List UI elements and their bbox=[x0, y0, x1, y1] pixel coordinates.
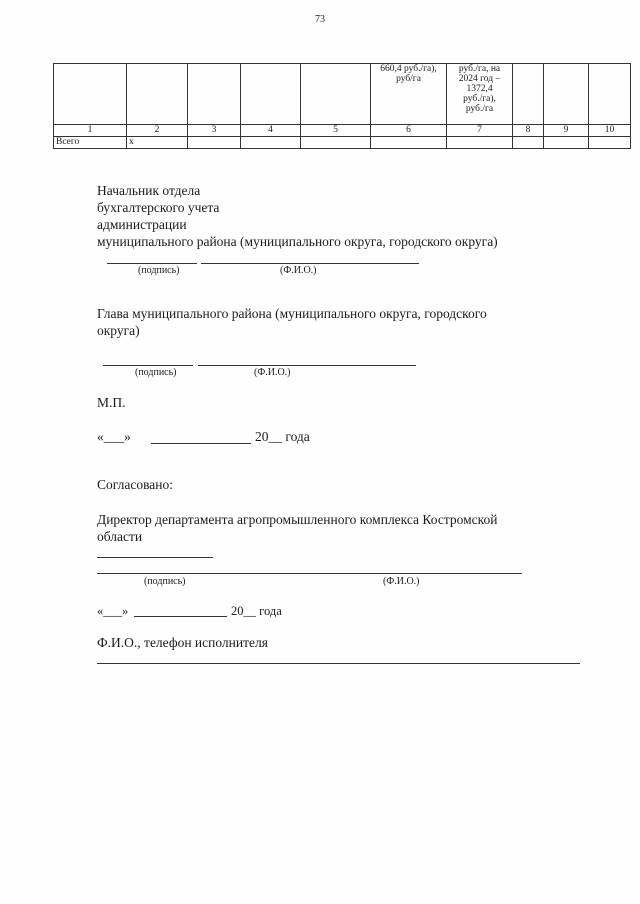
table-cell: руб./га, на 2024 год – 1372,4 руб./га), руб./га bbox=[447, 64, 513, 125]
signature-line bbox=[97, 557, 213, 558]
executor-label: Ф.И.О., телефон исполнителя bbox=[97, 635, 268, 650]
signature-line bbox=[107, 263, 197, 264]
name-caption: (Ф.И.О.) bbox=[254, 367, 291, 378]
date-year: 20__ года bbox=[255, 429, 310, 444]
table-cell: х bbox=[127, 137, 188, 149]
title-line: Глава муниципального района (муниципального округа, городского bbox=[97, 306, 487, 321]
name-line bbox=[198, 365, 416, 366]
table-cell bbox=[513, 64, 544, 125]
table-cell bbox=[301, 137, 371, 149]
column-number: 5 bbox=[301, 125, 371, 137]
data-table bbox=[53, 63, 631, 149]
column-number: 6 bbox=[371, 125, 447, 137]
date-day: «___» bbox=[97, 604, 129, 618]
stamp-label: М.П. bbox=[97, 395, 126, 410]
page-number: 73 bbox=[315, 14, 325, 25]
table-total-row bbox=[54, 137, 631, 149]
column-number: 8 bbox=[513, 125, 544, 137]
table-cell bbox=[589, 137, 631, 149]
column-number: 2 bbox=[127, 125, 188, 137]
table-cell bbox=[513, 137, 544, 149]
table-cell: 660,4 руб./га), руб/га bbox=[371, 64, 447, 125]
column-number: 7 bbox=[447, 125, 513, 137]
column-number: 1 bbox=[54, 125, 127, 137]
table-cell bbox=[241, 137, 301, 149]
date-month-line bbox=[134, 616, 227, 617]
name-caption: (Ф.И.О.) bbox=[280, 265, 317, 276]
executor-line bbox=[97, 663, 580, 664]
title-line: Начальник отдела bbox=[97, 183, 201, 198]
signature-line bbox=[103, 365, 193, 366]
table-cell bbox=[589, 64, 631, 125]
table-number-row bbox=[54, 125, 631, 137]
head-accounting-title bbox=[97, 182, 498, 250]
signature-caption: (подпись) bbox=[138, 265, 180, 276]
table-cell bbox=[241, 64, 301, 125]
title-line: администрации bbox=[97, 217, 187, 232]
column-number: 9 bbox=[544, 125, 589, 137]
table-cell bbox=[544, 137, 589, 149]
total-label: Всего bbox=[54, 137, 127, 149]
table-cell bbox=[447, 137, 513, 149]
table-cell bbox=[544, 64, 589, 125]
table-header-row bbox=[54, 64, 631, 125]
table-cell bbox=[188, 137, 241, 149]
column-number: 3 bbox=[188, 125, 241, 137]
date-year: 20__ года bbox=[231, 604, 282, 618]
table-cell bbox=[371, 137, 447, 149]
director-title bbox=[97, 511, 498, 545]
date-month-line bbox=[151, 443, 251, 444]
table-cell bbox=[188, 64, 241, 125]
table-cell bbox=[54, 64, 127, 125]
title-line: области bbox=[97, 529, 143, 544]
head-district-title bbox=[97, 305, 487, 339]
date-day: «___» bbox=[97, 429, 131, 444]
table-cell bbox=[301, 64, 371, 125]
title-line: муниципального района (муниципального округа, городского округа) bbox=[97, 234, 498, 249]
name-line bbox=[97, 573, 522, 574]
title-line: округа) bbox=[97, 323, 140, 338]
name-line bbox=[201, 263, 419, 264]
column-number: 10 bbox=[589, 125, 631, 137]
agreed-label: Согласовано: bbox=[97, 477, 173, 492]
name-caption: (Ф.И.О.) bbox=[383, 576, 420, 587]
signature-caption: (подпись) bbox=[144, 576, 186, 587]
column-number: 4 bbox=[241, 125, 301, 137]
title-line: Директор департамента агропромышленного комплекса Костромской bbox=[97, 512, 498, 527]
table-cell bbox=[127, 64, 188, 125]
title-line: бухгалтерского учета bbox=[97, 200, 220, 215]
signature-caption: (подпись) bbox=[135, 367, 177, 378]
